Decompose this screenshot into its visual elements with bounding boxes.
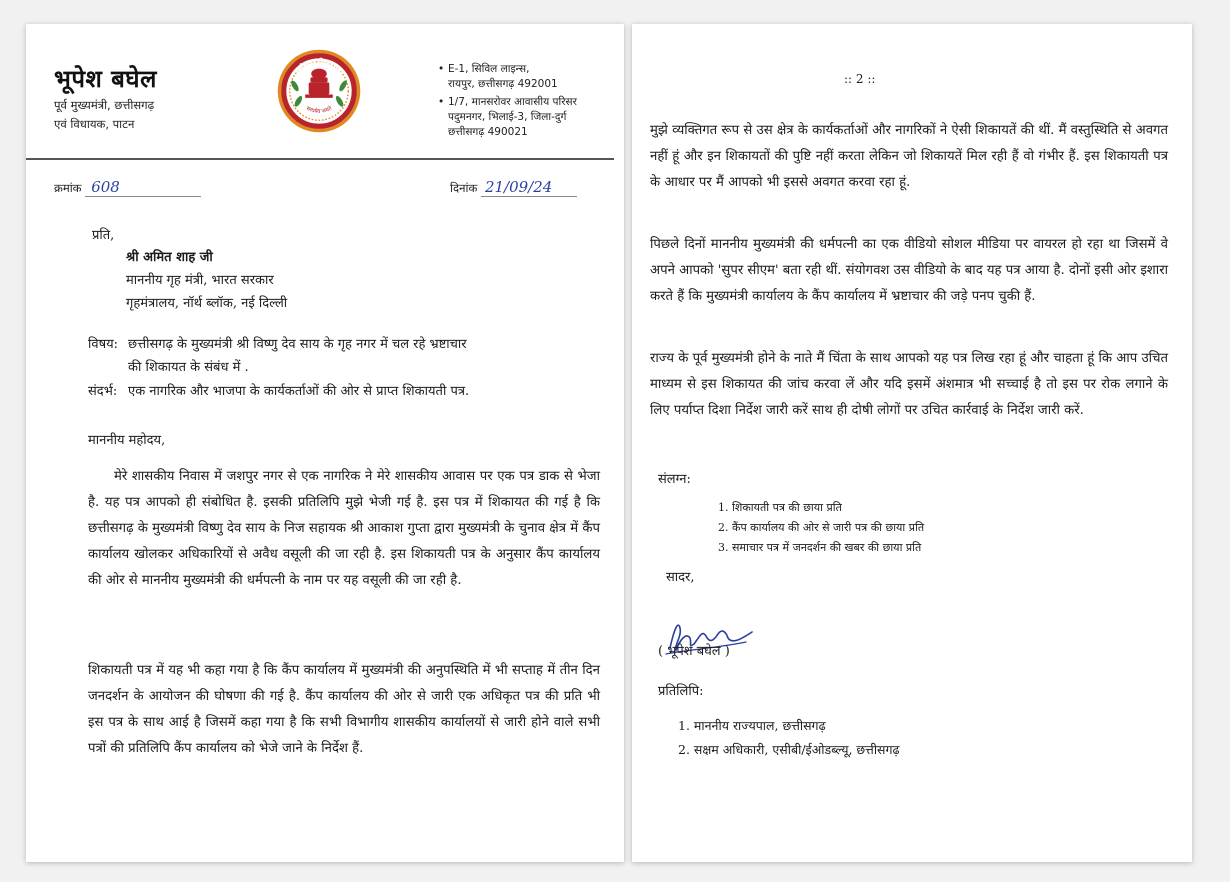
letterhead-designation-1: पूर्व मुख्यमंत्री, छत्तीसगढ़ <box>54 98 155 112</box>
subject-line-1: छत्तीसगढ़ के मुख्यमंत्री श्री विष्णु देव साय के गृह नगर में चल रहे भ्रष्टाचार <box>128 337 467 352</box>
signatory-name: ( भूपेश बघेल ) <box>658 644 730 659</box>
date-value: 21/09/24 <box>481 178 577 197</box>
letter-page-2 <box>632 24 1192 862</box>
cc-item-2: 2. सक्षम अधिकारी, एसीबी/ईओडब्ल्यू, छत्तीसगढ़ <box>678 742 900 757</box>
page-number: :: 2 :: <box>844 72 876 86</box>
enclosures-label: संलग्न: <box>658 472 691 487</box>
date <box>450 178 577 197</box>
body-paragraph-5: राज्य के पूर्व मुख्यमंत्री होने के नाते मैं चिंता के साथ आपको यह पत्र लिख रहा हूं और चाहता हूं कि आप उचित माध्यम से इस शिकायत की जांच करवा लें और यदि इसमें अंशमात्र भी सच्चाई है तो इस पर रोक लगाने के लिए पर्याप्त दिशा निर्देश जारी करें साथ ही दोषी लोगों पर उचित कार्रवाई के निर्देश जारी करें. <box>650 351 1168 418</box>
address-2-line-1: 1/7, मानसरोवर आवासीय परिसर <box>448 96 577 108</box>
seal-text-bottom: सत्यमेव जयते <box>304 105 334 116</box>
seal-text-top: छत्तीसगढ़ विधानसभा <box>292 57 345 76</box>
cc-list <box>678 714 900 762</box>
cc-label: प्रतिलिपि: <box>658 684 704 699</box>
letterhead-designation-2: एवं विधायक, पाटन <box>54 117 135 131</box>
enclosure-item-2: 2. कैंप कार्यालय की ओर से जारी पत्र की छाया प्रति <box>718 521 925 534</box>
enclosures-list <box>718 498 924 558</box>
letter-page-1 <box>26 24 624 862</box>
address-1-line-2: रायपुर, छत्तीसगढ़ 492001 <box>448 78 558 90</box>
date-label: दिनांक <box>450 181 478 195</box>
assembly-seal-icon <box>276 48 362 134</box>
ref-label: क्रमांक <box>54 181 82 195</box>
address-1 <box>438 62 618 92</box>
bullet-icon: • <box>438 63 445 75</box>
ref-value: 608 <box>85 178 201 197</box>
recipient-name: श्री अमित शाह जी <box>126 250 213 265</box>
enclosure-item-1: 1. शिकायती पत्र की छाया प्रति <box>718 501 842 514</box>
bullet-icon: • <box>438 96 445 108</box>
ref-number <box>54 178 201 197</box>
recipient-line-1: माननीय गृह मंत्री, भारत सरकार <box>126 273 274 288</box>
reference <box>88 380 608 403</box>
letterhead-name: भूपेश बघेल <box>54 65 157 93</box>
salutation: माननीय महोदय, <box>88 433 166 448</box>
body-paragraph-4: पिछले दिनों माननीय मुख्यमंत्री की धर्मपत्नी का एक वीडियो सोशल मीडिया पर वायरल हो रहा था जिसमें वे अपने आपको 'सुपर सीएम' बता रही थीं. संयोगवश उस वीडियो के बाद यह पत्र आया है. दोनों इसी ओर इशारा करते हैं कि मुख्यमंत्री कार्यालय के कैंप कार्यालय में भ्रष्टाचार की जड़े पनप चुकी हैं. <box>650 237 1168 304</box>
address-2 <box>438 95 618 140</box>
closing: सादर, <box>666 570 695 585</box>
reference-text: एक नागरिक और भाजपा के कार्यकर्ताओं की ओर से प्राप्त शिकायती पत्र. <box>128 384 470 399</box>
letterhead-addresses <box>438 62 618 140</box>
address-1-line-1: E-1, सिविल लाइन्स, <box>448 63 530 75</box>
body-paragraph-3: मुझे व्यक्तिगत रूप से उस क्षेत्र के कार्यकर्ताओं और नागरिकों ने ऐसी शिकायतें की थीं. मैं वस्तुस्थिति से अवगत नहीं हूं और इन शिकायतों की पुष्टि नहीं करता लेकिन जो शिकायतें मिल रही हैं वो गंभीर हैं. इस शिकायती पत्र के आधार पर मैं आपको भी इससे अवगत करवा रहा हूं. <box>650 123 1168 190</box>
subject <box>88 333 598 379</box>
prati: प्रति, <box>92 228 115 243</box>
reference-label: संदर्भ: <box>88 384 118 399</box>
enclosure-item-3: 3. समाचार पत्र में जनदर्शन की खबर की छाया प्रति <box>718 541 922 554</box>
body-paragraph-1: मेरे शासकीय निवास में जशपुर नगर से एक नागरिक ने मेरे शासकीय आवास पर एक पत्र डाक से भेजा है. यह पत्र आपको ही संबोधित है. इसकी प्रतिलिपि मुझे भेजी गई है. इस पत्र में शिकायत की गई है कि छत्तीसगढ़ के मुख्यमंत्री विष्णु देव साय के निज सहायक श्री आकाश गुप्ता द्वारा मुख्यमंत्री के चुनाव क्षेत्र में कैंप कार्यालय खोलकर अधिकारियों से अवैध वसूली की जा रही है. इस शिकायती पत्र के अनुसार कैंप कार्यालय की ओर से माननीय मुख्यमंत्री की धर्मपत्नी के नाम पर यह वसूली की जा रही है. <box>88 469 600 588</box>
body-paragraph-2: शिकायती पत्र में यह भी कहा गया है कि कैंप कार्यालय में मुख्यमंत्री की अनुपस्थिति में भी सप्ताह में तीन दिन जनदर्शन के आयोजन की घोषणा की गई है. कैंप कार्यालय की ओर से जारी एक अधिकृत पत्र की प्रति भी इस पत्र के साथ आई है जिसमें कहा गया है कि सभी विभागीय शासकीय कार्यालयों से जारी होने वाले सभी पत्रों की प्रतिलिपि कैंप कार्यालय को भेजे जाने के निर्देश हैं. <box>88 663 600 756</box>
subject-line-2: की शिकायत के संबंध में . <box>128 360 249 375</box>
recipient-line-2: गृहमंत्रालय, नॉर्थ ब्लॉक, नई दिल्ली <box>126 296 288 311</box>
letterhead-divider <box>26 158 614 160</box>
address-2-line-3: छत्तीसगढ़ 490021 <box>448 126 528 138</box>
address-2-line-2: पदुमनगर, भिलाई-3, जिला-दुर्ग <box>448 111 567 123</box>
cc-item-1: 1. माननीय राज्यपाल, छत्तीसगढ़ <box>678 718 826 733</box>
subject-label: विषय: <box>88 337 119 352</box>
